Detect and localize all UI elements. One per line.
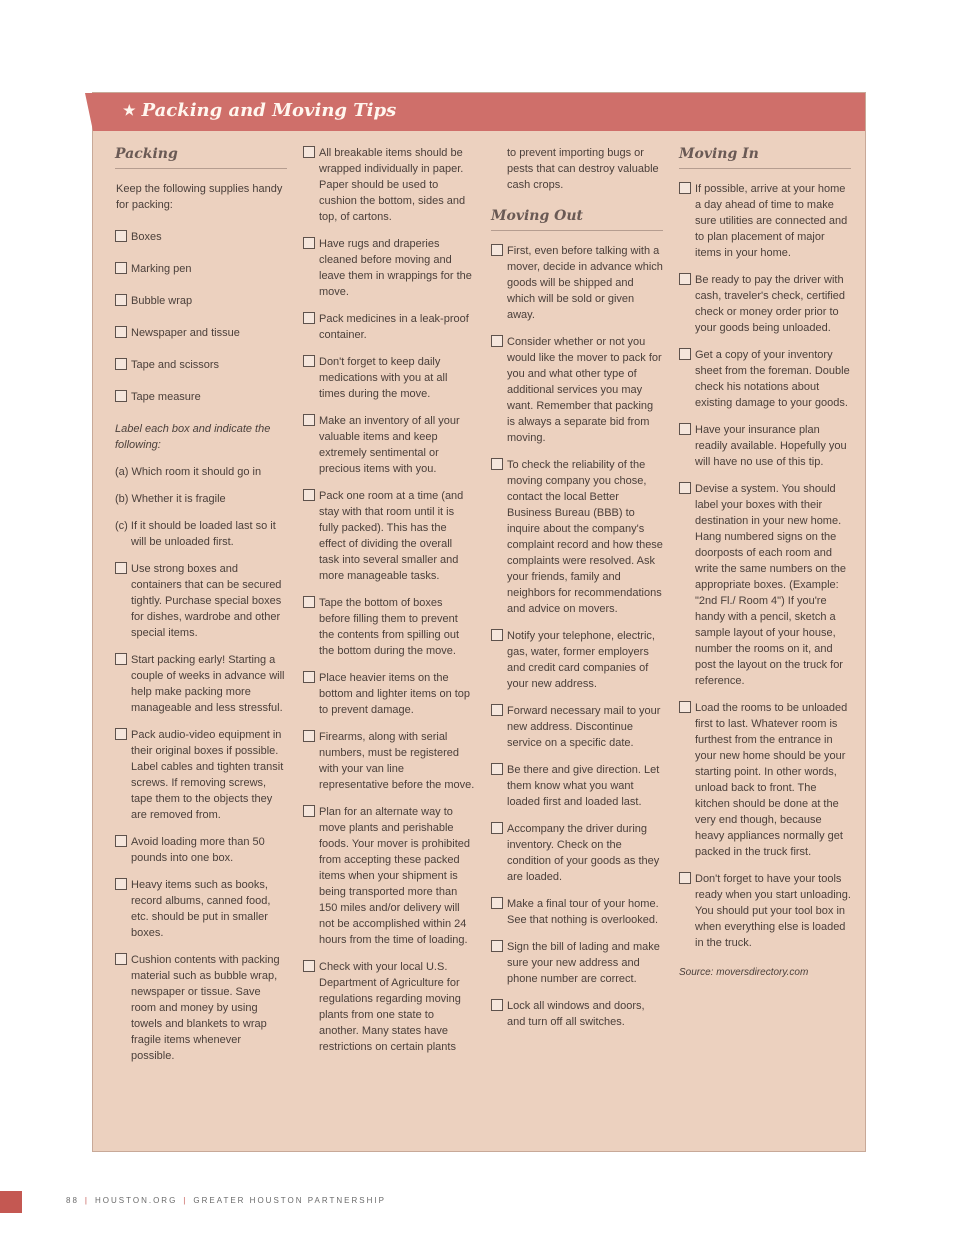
label-instruction: (c) If it should be loaded last so it will be unloaded first. [115, 520, 276, 548]
moving-out-tip-text: First, even before talking with a mover, decide in advance which goods will be shipped and which will be sold or given away. [507, 245, 663, 321]
moving-out-tip-text: Make a final tour of your home. See that nothing is overlooked. [507, 898, 659, 926]
packing-tip-item [303, 670, 475, 718]
moving-out-tip-text: Notify your telephone, electric, gas, water, former employers and credit card companies of your new address. [507, 630, 655, 690]
moving-out-tip-item [491, 628, 663, 692]
checkbox-icon[interactable] [491, 629, 503, 641]
moving-in-tip-item [679, 481, 851, 689]
moving-out-tip-item [491, 703, 663, 751]
supply-text: Tape measure [131, 391, 201, 403]
supply-item [115, 357, 287, 373]
checkbox-icon[interactable] [679, 182, 691, 194]
checkbox-icon[interactable] [115, 358, 127, 370]
packing-tip-text: Tape the bottom of boxes before filling them to prevent the contents from spilling out the bottom during the move. [319, 597, 460, 657]
packing-tip-text: Check with your local U.S. Department of Agriculture for regulations regarding moving plants from one state to another. Many states have restrictions on certain plants [319, 961, 461, 1053]
star-icon: ★ [123, 103, 136, 119]
checkbox-icon[interactable] [679, 482, 691, 494]
supply-item [115, 261, 287, 277]
section-heading-packing: Packing [115, 145, 287, 169]
checkbox-icon[interactable] [303, 960, 315, 972]
footer-separator: | [84, 1196, 89, 1205]
section-heading-moving-out: Moving Out [491, 207, 663, 231]
tips-panel [92, 92, 866, 1152]
supply-text: Marking pen [131, 263, 192, 275]
moving-out-tip-item [491, 457, 663, 617]
moving-out-tip-item [491, 821, 663, 885]
banner-notch [85, 93, 93, 131]
checkbox-icon[interactable] [115, 653, 127, 665]
moving-out-tip-text: To check the reliability of the moving company you chose, contact the local Better Business Bureau (BBB) to inquire about the company's complaint record and how these complaints were resolved. Ask your friends, family and neighbors for recommendations and advice on movers. [507, 459, 663, 615]
page-title [123, 100, 396, 121]
moving-in-tip-text: If possible, arrive at your home a day ahead of time to make sure utilities are connected and to plan placement of major items in your home. [695, 183, 848, 259]
supply-text: Newspaper and tissue [131, 327, 240, 339]
section-heading-moving-in: Moving In [679, 145, 851, 169]
packing-tip-item [115, 834, 287, 866]
title-banner [93, 93, 865, 131]
packing-tip-text: Start packing early! Starting a couple of weeks in advance will help make packing more manageable and less stressful. [131, 654, 285, 714]
packing-tip-item [115, 652, 287, 716]
packing-tip-text: Pack audio-video equipment in their original boxes if possible. Label cables and tighten transit screws. If removing screws, tape them to the objects they are removed from. [131, 729, 284, 821]
supply-item [115, 325, 287, 341]
checkbox-icon[interactable] [115, 728, 127, 740]
moving-in-tip-item [679, 347, 851, 411]
packing-tip-item [303, 413, 475, 477]
packing-tip-item [303, 311, 475, 343]
packing-tip-text: Use strong boxes and containers that can be secured tightly. Purchase special boxes for dishes, wardrobe and other special items. [131, 563, 282, 639]
footer-site: HOUSTON.ORG [94, 1196, 178, 1205]
checkbox-icon[interactable] [491, 704, 503, 716]
moving-in-tip-item [679, 272, 851, 336]
moving-out-tip-text: Lock all windows and doors, and turn off all switches. [507, 1000, 645, 1028]
checkbox-icon[interactable] [679, 872, 691, 884]
checkbox-icon[interactable] [303, 596, 315, 608]
moving-out-tip-text: Forward necessary mail to your new address. Discontinue service on a specific date. [507, 705, 661, 749]
moving-in-tip-text: Devise a system. You should label your boxes with their destination in your new home. Hang numbered signs on the doorposts of each room and write the same numbers on the appropriate boxes. (Example: "2nd Fl./ Room 4") If you're handy with a pencil, sketch a sample layout of your house, number the rooms on it, and post the layout on the truck for reference. [695, 483, 847, 687]
moving-out-tip-text: Accompany the driver during inventory. Check on the condition of your goods as they are loaded. [507, 823, 660, 883]
checkbox-icon[interactable] [115, 230, 127, 242]
column-moving-out [491, 145, 663, 1041]
checkbox-icon[interactable] [303, 312, 315, 324]
packing-tip-text: Make an inventory of all your valuable items and keep extremely sentimental or precious items with you. [319, 415, 460, 475]
checkbox-icon[interactable] [491, 940, 503, 952]
packing-tip-text: Pack medicines in a leak-proof container. [319, 313, 469, 341]
packing-tip-item [303, 595, 475, 659]
packing-tip-text: Place heavier items on the bottom and lighter items on top to prevent damage. [319, 672, 471, 716]
moving-out-tip-text: Sign the bill of lading and make sure your new address and phone number are correct. [507, 941, 660, 985]
checkbox-icon[interactable] [491, 822, 503, 834]
supply-item [115, 293, 287, 309]
checkbox-icon[interactable] [303, 489, 315, 501]
packing-tip-text: Don't forget to keep daily medications with you at all times during the move. [319, 356, 448, 400]
packing-tip-item [303, 354, 475, 402]
packing-tip-item [115, 727, 287, 823]
packing-tip-item [115, 952, 287, 1064]
footer [66, 1196, 386, 1205]
packing-tip-text: All breakable items should be wrapped individually in paper. Paper should be used to cushion the bottom, sides and top, of cartons. [319, 147, 466, 223]
packing-tip-item [303, 236, 475, 300]
checkbox-icon[interactable] [115, 262, 127, 274]
checkbox-icon[interactable] [303, 730, 315, 742]
checkbox-icon[interactable] [115, 294, 127, 306]
checkbox-icon[interactable] [679, 701, 691, 713]
moving-in-tip-item [679, 181, 851, 261]
supply-text: Boxes [131, 231, 162, 243]
checkbox-icon[interactable] [303, 146, 315, 158]
supply-text: Tape and scissors [131, 359, 220, 371]
checkbox-icon[interactable] [115, 878, 127, 890]
packing-tip-text: Pack one room at a time (and stay with that room until it is fully packed). This has the effect of dividing the overall task into several smaller and more manageable tasks. [319, 490, 464, 582]
packing-more-list [303, 145, 475, 1055]
checkbox-icon[interactable] [115, 835, 127, 847]
checkbox-icon[interactable] [115, 953, 127, 965]
checkbox-icon[interactable] [491, 335, 503, 347]
moving-out-tip-item [491, 998, 663, 1030]
checkbox-icon[interactable] [491, 244, 503, 256]
packing-tip-item [303, 488, 475, 584]
packing-tip-text: Heavy items such as books, record albums, canned food, etc. should be put in smaller boxes. [131, 879, 271, 939]
moving-in-tip-text: Don't forget to have your tools ready when you start unloading. You should put your tool box in when everything else is loaded in the truck. [695, 873, 851, 949]
checkbox-icon[interactable] [303, 671, 315, 683]
page-number: 88 [66, 1196, 79, 1205]
checkbox-icon[interactable] [679, 423, 691, 435]
column-moving-in [679, 145, 851, 981]
moving-out-tip-text: Consider whether or not you would like the mover to pack for you and what other type of additional services you may want. Remember that packing is always a separate bid from moving. [507, 336, 662, 444]
checkbox-icon[interactable] [303, 237, 315, 249]
footer-separator: | [183, 1196, 188, 1205]
checkbox-icon[interactable] [491, 999, 503, 1011]
source-note: Source: moversdirectory.com [679, 967, 809, 978]
packing-tip-item [303, 729, 475, 793]
moving-in-tip-item [679, 871, 851, 951]
supply-item [115, 389, 287, 405]
moving-in-tip-text: Be ready to pay the driver with cash, traveler's check, certified check or money order prior to your goods being unloaded. [695, 274, 846, 334]
moving-in-tip-text: Load the rooms to be unloaded first to last. Whatever room is furthest from the entrance in your new home should be your starting point. In other words, unload back to front. The kitchen should be done at the very end though, because heavy appliances normally get packed in the truck first. [695, 702, 848, 858]
moving-out-tip-item [491, 762, 663, 810]
checkbox-icon[interactable] [679, 273, 691, 285]
page-title-text: Packing and Moving Tips [141, 100, 397, 121]
packing-tip-item [115, 877, 287, 941]
checkbox-icon[interactable] [303, 805, 315, 817]
supply-text: Bubble wrap [131, 295, 193, 307]
label-instruction: (a) Which room it should go in [115, 466, 262, 478]
packing-tip-text: Cushion contents with packing material such as bubble wrap, newspaper or tissue. Save room and money by using towels and blankets to wrap fragile items whenever possible. [131, 954, 280, 1062]
label-instruction: (b) Whether it is fragile [115, 493, 226, 505]
packing-intro: Keep the following supplies handy for packing: [116, 183, 283, 211]
checkbox-icon[interactable] [491, 763, 503, 775]
packing-tip-item [303, 959, 475, 1055]
moving-out-tip-item [491, 896, 663, 928]
moving-out-list [491, 243, 663, 1030]
moving-out-tip-item [491, 334, 663, 446]
checkbox-icon[interactable] [115, 390, 127, 402]
packing-tips-list [115, 561, 287, 1064]
packing-tip-text: Firearms, along with serial numbers, must be registered with your van line representative before the move. [319, 731, 475, 791]
supply-item [115, 229, 287, 245]
supplies-list [115, 229, 287, 405]
packing-tip-text: Have rugs and draperies cleaned before moving and leave them in wrappings for the move. [319, 238, 472, 298]
checkbox-icon[interactable] [303, 414, 315, 426]
moving-out-tip-item [491, 243, 663, 323]
checkbox-icon[interactable] [491, 458, 503, 470]
moving-in-tip-item [679, 422, 851, 470]
moving-in-tip-text: Get a copy of your inventory sheet from the foreman. Double check his notations about existing damage to your goods. [695, 349, 850, 409]
checkbox-icon[interactable] [679, 348, 691, 360]
checkbox-icon[interactable] [115, 562, 127, 574]
footer-org: GREATER HOUSTON PARTNERSHIP [193, 1196, 386, 1205]
label-list [115, 464, 287, 550]
footer-mark [0, 1191, 22, 1213]
packing-tip-text: Avoid loading more than 50 pounds into one box. [131, 836, 265, 864]
checkbox-icon[interactable] [115, 326, 127, 338]
checkbox-icon[interactable] [491, 897, 503, 909]
packing-tip-item [303, 804, 475, 948]
checkbox-icon[interactable] [303, 355, 315, 367]
column-packing [115, 145, 287, 1075]
moving-out-tip-item [491, 939, 663, 987]
packing-tip-item [303, 145, 475, 225]
packing-tip-item [115, 561, 287, 641]
packing-tip-text: Plan for an alternate way to move plants and perishable foods. Your mover is prohibited from accepting these packed items when your shipment is being transported more than 150 miles and/or delivery will not be accomplished within 24 hours from the time of loading. [319, 806, 471, 946]
label-intro: Label each box and indicate the following: [115, 423, 271, 451]
continued-text: to prevent importing bugs or pests that can destroy valuable cash crops. [507, 147, 659, 191]
column-packing-continued [303, 145, 475, 1066]
moving-in-list [679, 181, 851, 951]
moving-in-tip-text: Have your insurance plan readily available. Hopefully you will have no use of this tip. [695, 424, 847, 468]
moving-in-tip-item [679, 700, 851, 860]
moving-out-tip-text: Be there and give direction. Let them know what you want loaded first and loaded last. [507, 764, 660, 808]
